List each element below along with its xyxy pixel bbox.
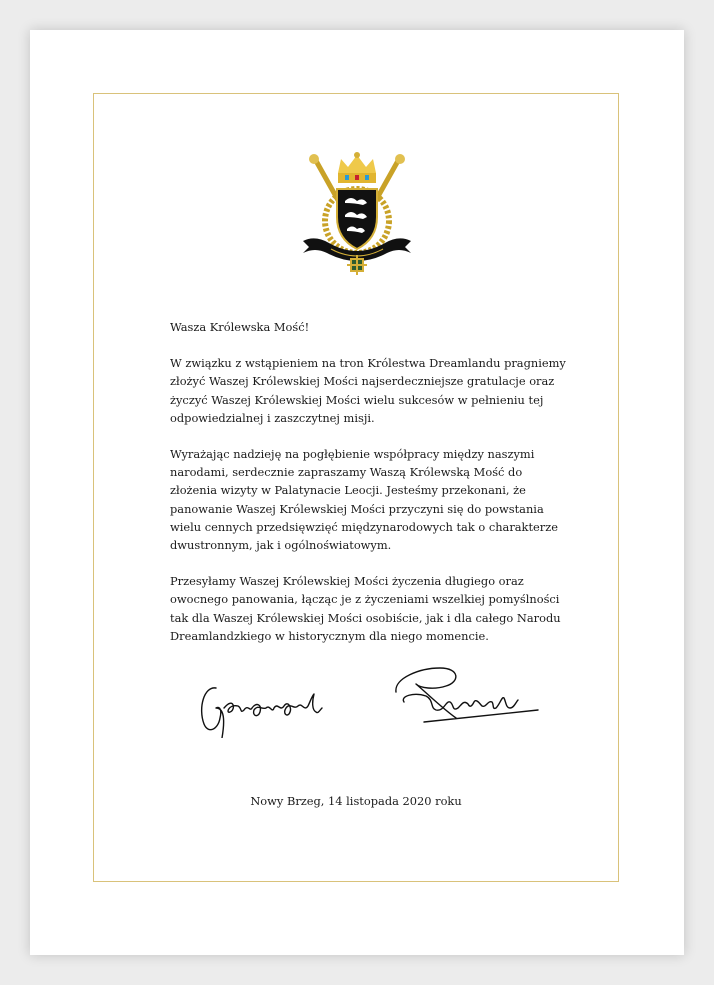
paragraph-1: W związku z wstąpieniem na tron Królestwa Dreamlandu pragniemy złożyć Waszej Królewskiej Mości najserdeczniejsze gratulacje oraz życzyć Waszej Królewskiej Mości wielu sukcesów w pełnieniu tej odpowiedzialnej i zaszczytnej misji. xyxy=(170,356,566,425)
letter-body xyxy=(170,318,570,663)
royal-coat-of-arms-icon xyxy=(301,151,413,279)
place-date: Nowy Brzeg, 14 listopada 2020 roku xyxy=(250,794,462,808)
signature-geramond xyxy=(190,668,340,738)
paragraph-3: Przesyłamy Waszej Królewskiej Mości życzenia długiego oraz owocnego panowania, łącząc je z życzeniami wszelkiej pomyślności tak dla Waszej Królewskiej Mości osobiście, jak i dla całego Narodu Dreamlandzkiego w historycznym dla niego momencie. xyxy=(170,574,561,643)
paragraph-2: Wyrażając nadzieję na pogłębienie współpracy między naszymi narodami, serdecznie zapraszamy Waszą Królewską Mość do złożenia wizyty w Palatynacie Leocji. Jesteśmy przekonani, że panowanie Waszej Królewskiej Mości przyczyni się do powstania wielu cennych przedsięwzięć międzynarodowych tak o charakterze dwustronnym, jak i ogólnoświatowym. xyxy=(170,447,558,553)
letter-page xyxy=(30,30,684,955)
signature-romanski xyxy=(390,652,540,728)
salutation: Wasza Królewska Mość! xyxy=(170,320,310,334)
